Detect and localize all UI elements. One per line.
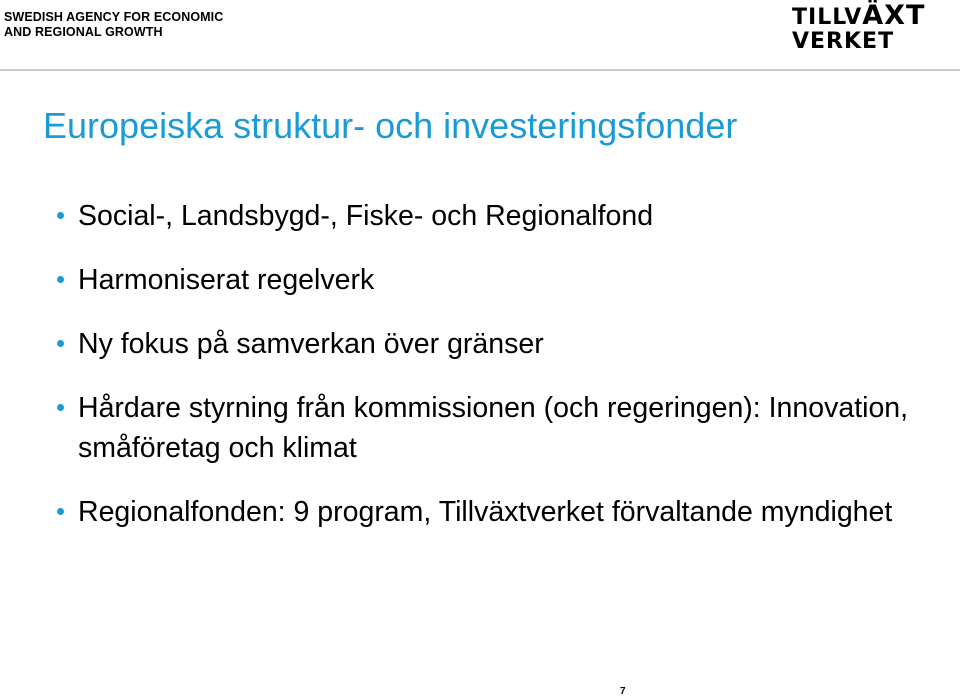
bullet-text: Ny fokus på samverkan över gränser bbox=[78, 328, 544, 360]
bullet-item bbox=[56, 388, 936, 468]
bullet-dot-icon bbox=[57, 276, 64, 283]
agency-name bbox=[4, 10, 223, 40]
page-number: 7 bbox=[620, 686, 626, 697]
bullet-item bbox=[56, 196, 936, 236]
logo-line-1 bbox=[792, 0, 926, 31]
bullet-item bbox=[56, 260, 936, 300]
logo-line-1-suffix: ÄXT bbox=[862, 0, 926, 31]
bullet-dot-icon bbox=[57, 340, 64, 347]
bullet-text: Harmoniserat regelverk bbox=[78, 264, 375, 296]
bullet-text: Hårdare styrning från kommissionen (och regeringen): Innovation, småföretag och klimat bbox=[78, 392, 909, 464]
bullet-dot-icon bbox=[57, 508, 64, 515]
bullet-list bbox=[56, 196, 936, 556]
logo-line-2: VERKET bbox=[792, 29, 895, 54]
bullet-text: Regionalfonden: 9 program, Tillväxtverket förvaltande myndighet bbox=[78, 496, 893, 528]
agency-name-line-1: SWEDISH AGENCY FOR ECONOMIC bbox=[4, 10, 224, 24]
bullet-text: Social-, Landsbygd-, Fiske- och Regionalfond bbox=[78, 200, 654, 232]
bullet-item bbox=[56, 324, 936, 364]
bullet-dot-icon bbox=[57, 212, 64, 219]
bullet-dot-icon bbox=[57, 404, 64, 411]
bullet-item bbox=[56, 492, 936, 532]
slide-title: Europeiska struktur- och investeringsfonder bbox=[43, 105, 738, 146]
logo-line-1-prefix: TILLV bbox=[792, 5, 863, 30]
tillvaxtverket-logo bbox=[792, 0, 926, 54]
header-divider bbox=[0, 69, 960, 71]
agency-name-line-2: AND REGIONAL GROWTH bbox=[4, 25, 163, 39]
